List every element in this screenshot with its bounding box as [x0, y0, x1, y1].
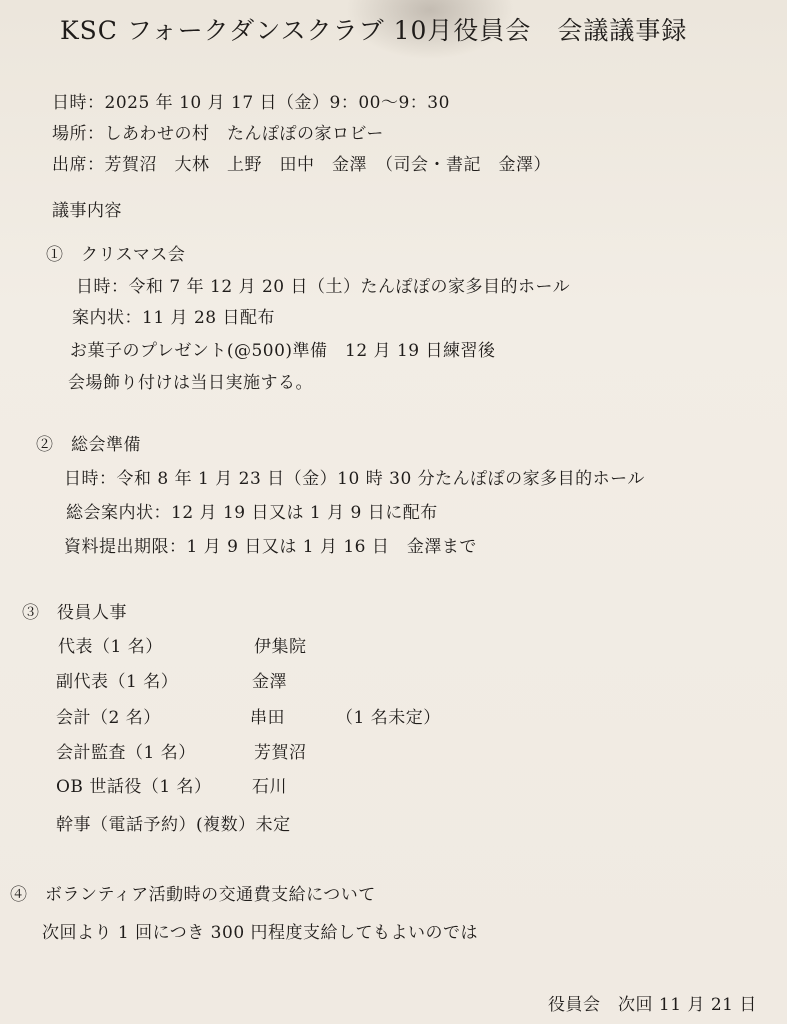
- meeting-datetime: 日時：2025 年 10 月 17 日（金）9：00～9：30: [52, 93, 450, 113]
- role-person: 伊集院: [254, 637, 307, 657]
- agenda-heading: 議事内容: [52, 201, 122, 221]
- section-1-line: お菓子のプレゼント(@500)準備 12 月 19 日練習後: [70, 341, 496, 361]
- section-2-line: 日時：令和 8 年 1 月 23 日（金）10 時 30 分たんぽぽの家多目的ホール: [64, 469, 645, 489]
- role-person: 芳賀沼: [254, 743, 307, 763]
- role-title: 副代表（1 名）: [56, 672, 179, 692]
- section-2-line: 総会案内状：12 月 19 日又は 1 月 9 日に配布: [66, 503, 438, 523]
- section-1-heading: ① クリスマス会: [46, 245, 186, 265]
- section-3-heading: ③ 役員人事: [22, 603, 127, 623]
- role-note: （1 名未定）: [336, 708, 441, 728]
- section-1-line: 日時：令和 7 年 12 月 20 日（土）たんぽぽの家多目的ホール: [76, 277, 571, 297]
- role-person: 串田: [250, 708, 285, 728]
- role-title: OB 世話役（1 名）: [56, 777, 212, 797]
- section-4-heading: ④ ボランティア活動時の交通費支給について: [10, 885, 376, 905]
- section-2-line: 資料提出期限：1 月 9 日又は 1 月 16 日 金澤まで: [64, 537, 477, 557]
- role-person: 金澤: [252, 672, 287, 692]
- role-title: 代表（1 名）: [58, 637, 163, 657]
- document-title: KSC フォークダンスクラブ 10月役員会 会議議事録: [60, 16, 688, 45]
- role-title: 会計監査（1 名）: [56, 743, 196, 763]
- role-row-secretary: 幹事（電話予約）(複数）未定: [56, 815, 291, 835]
- section-1-line: 会場飾り付けは当日実施する。: [68, 373, 313, 393]
- next-meeting-note: 役員会 次回 11 月 21 日: [548, 995, 757, 1015]
- role-title: 会計（2 名）: [56, 708, 161, 728]
- role-person: 石川: [252, 777, 287, 797]
- section-1-line: 案内状：11 月 28 日配布: [72, 308, 275, 328]
- section-4-line: 次回より 1 回につき 300 円程度支給してもよいのでは: [42, 923, 479, 943]
- meeting-attendees: 出席：芳賀沼 大林 上野 田中 金澤 （司会・書記 金澤）: [52, 155, 551, 175]
- section-2-heading: ② 総会準備: [36, 435, 141, 455]
- meeting-place: 場所：しあわせの村 たんぽぽの家ロビー: [52, 124, 384, 144]
